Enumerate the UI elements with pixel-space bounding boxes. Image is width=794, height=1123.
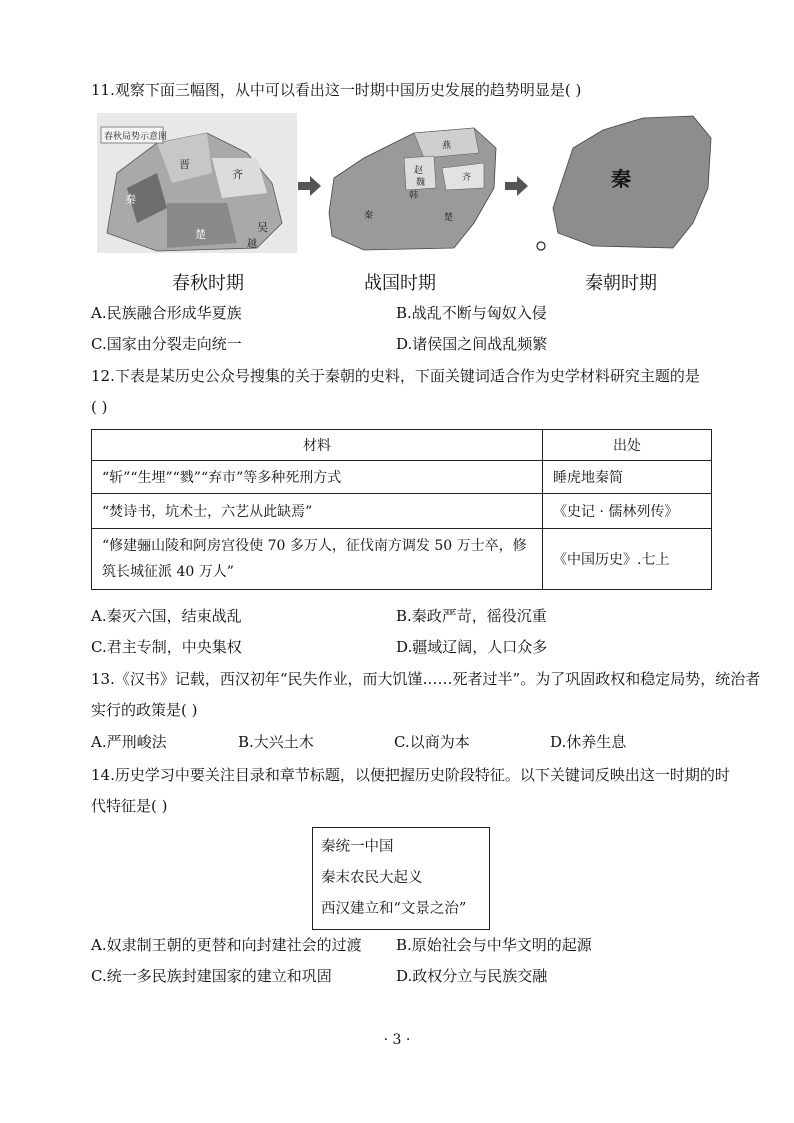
svg-text:齐: 齐	[462, 173, 472, 183]
q13-stem: 13.《汉书》记载，西汉初年“民失作业，而大饥馑……死者过半”。为了巩固政权和稳定局势，统治者	[91, 670, 761, 688]
q11-stem: 11.观察下面三幅图，从中可以看出这一时期中国历史发展的趋势明显是( )	[91, 81, 582, 99]
map-spring-autumn	[97, 113, 297, 253]
q14-stem: 14.历史学习中要关注目录和章节标题，以便把握历史阶段特征。以下关键词反映出这一时期的时	[91, 766, 730, 784]
header-material: 材料	[92, 430, 543, 461]
q11-option-c: C.国家由分裂走向统一	[91, 335, 242, 353]
map1-legend: 春秋局势示意图	[104, 132, 168, 142]
keyword-item: 西汉建立和“文景之治”	[321, 901, 467, 917]
svg-text:楚: 楚	[195, 228, 206, 241]
svg-text:吴: 吴	[257, 221, 268, 234]
map-warring-states	[324, 118, 502, 253]
caption-spring-autumn: 春秋时期	[172, 273, 244, 294]
svg-text:魏: 魏	[416, 178, 426, 188]
table-row: “焚诗书，坑术士，六艺从此缺焉” 《史记 · 儒林列传》	[92, 494, 712, 529]
caption-qin-dynasty: 秦朝时期	[585, 273, 657, 294]
keyword-item: 秦统一中国	[321, 839, 394, 855]
q12-stem: 12.下表是某历史公众号搜集的关于秦朝的史料，下面关键词适合作为史学材料研究主题的是	[91, 367, 700, 385]
svg-text:韩: 韩	[409, 191, 419, 201]
arrow-icon	[505, 175, 529, 197]
q13-option-c: C.以商为本	[394, 733, 470, 751]
q12-bracket: ( )	[91, 398, 108, 416]
q13-option-d: D.休养生息	[550, 733, 627, 751]
table-row: “修建骊山陵和阿房宫役使 70 多万人，征伐南方调发 50 万士卒，修筑长城征派 40 万人” 《中国历史》.七上	[92, 529, 712, 590]
arrow-icon	[298, 175, 322, 197]
q14-stem-cont: 代特征是( )	[91, 797, 168, 815]
q12-option-b: B.秦政严苛，徭役沉重	[396, 607, 547, 625]
q11-option-a: A.民族融合形成华夏族	[91, 304, 242, 322]
svg-text:秦: 秦	[364, 211, 374, 221]
q12-option-a: A.秦灭六国，结束战乱	[91, 607, 242, 625]
caption-warring-states: 战国时期	[364, 273, 436, 294]
q13-option-a: A.严刑峻法	[91, 733, 167, 751]
svg-text:秦: 秦	[611, 167, 631, 191]
page-number: · 3 ·	[383, 1032, 411, 1048]
svg-text:秦: 秦	[125, 193, 136, 206]
q14-option-a: A.奴隶制王朝的更替和向封建社会的过渡	[91, 936, 362, 954]
header-source: 出处	[543, 430, 712, 461]
q12-option-d: D.疆域辽阔，人口众多	[396, 638, 548, 656]
q13-option-b: B.大兴土木	[238, 733, 314, 751]
q14-option-c: C.统一多民族封建国家的建立和巩固	[91, 967, 332, 985]
q12-option-c: C.君主专制，中央集权	[91, 638, 242, 656]
table-header-row	[92, 430, 712, 461]
q14-option-d: D.政权分立与民族交融	[396, 967, 548, 985]
svg-text:齐: 齐	[232, 168, 243, 181]
q14-option-b: B.原始社会与中华文明的起源	[396, 936, 592, 954]
q13-stem-cont: 实行的政策是( )	[91, 701, 198, 719]
source-table	[91, 429, 712, 590]
keyword-item: 秦末农民大起义	[321, 870, 423, 886]
svg-text:燕: 燕	[442, 141, 452, 151]
q11-option-d: D.诸侯国之间战乱频繁	[396, 335, 548, 353]
map-qin-dynasty	[533, 108, 715, 256]
svg-text:晋: 晋	[179, 158, 190, 171]
svg-text:越: 越	[247, 239, 257, 250]
svg-text:楚: 楚	[444, 213, 454, 223]
svg-text:赵: 赵	[414, 166, 424, 176]
table-row: “斩”“生埋”“戮”“弃市”等多种死刑方式 睡虎地秦简	[92, 461, 712, 494]
keyword-box	[312, 827, 490, 930]
q11-option-b: B.战乱不断与匈奴入侵	[396, 304, 547, 322]
